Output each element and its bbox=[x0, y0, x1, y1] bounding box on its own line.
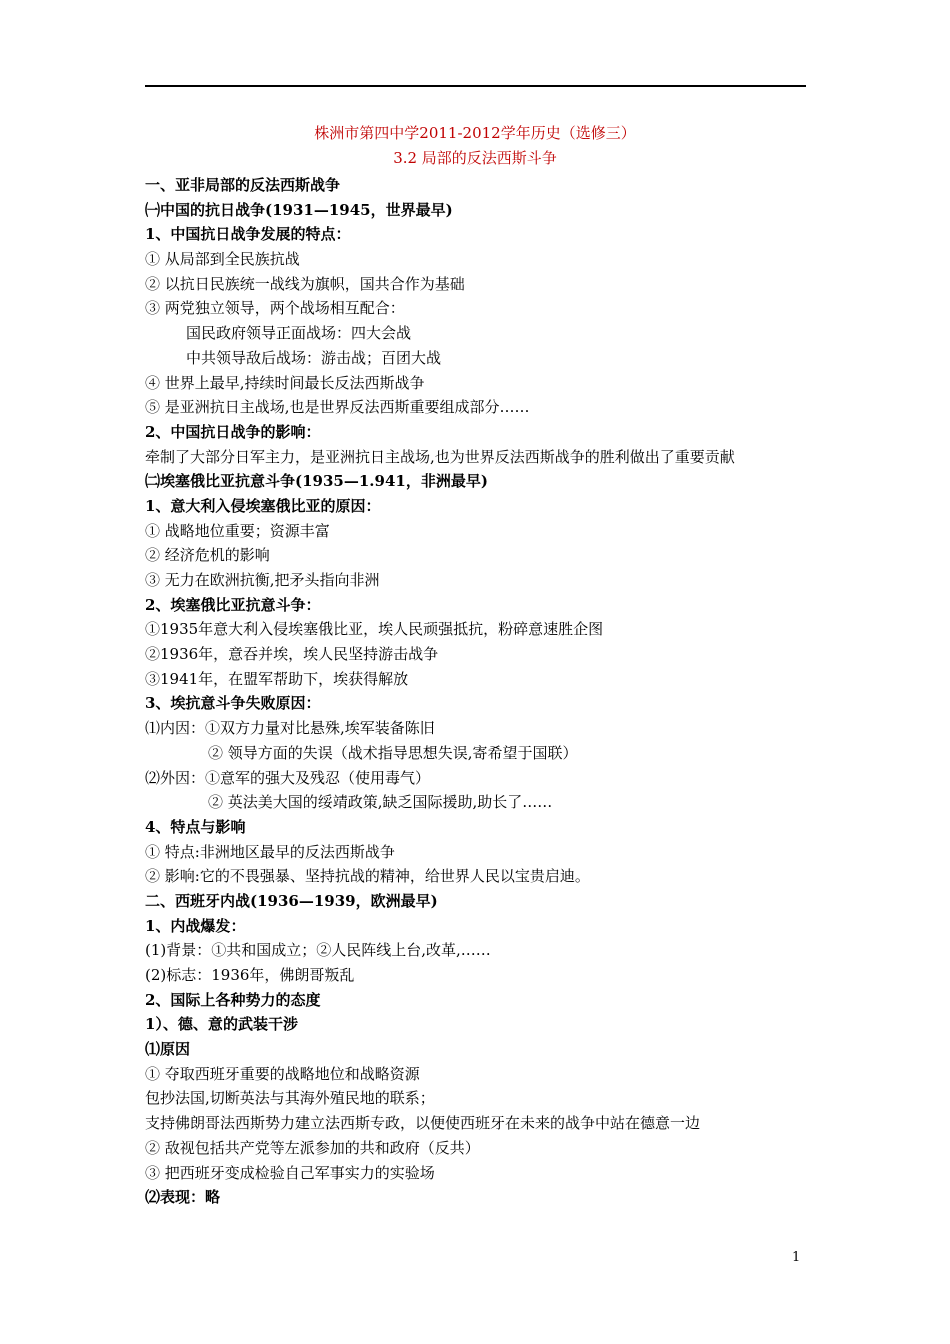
text-line: 支持佛朗哥法西斯势力建立法西斯专政，以便使西班牙在未来的战争中站在德意一边 bbox=[145, 1114, 701, 1133]
section-heading: ㈠中国的抗日战争(1931—1945，世界最早) bbox=[145, 200, 453, 219]
section-heading: 二、西班牙内战(1936—1939，欧洲最早) bbox=[145, 891, 438, 910]
text-line: ② 经济危机的影响 bbox=[145, 546, 270, 565]
text-line: ③ 两党独立领导，两个战场相互配合： bbox=[145, 299, 405, 318]
section-heading: 1、内战爆发： bbox=[145, 916, 246, 935]
text-line: ① 夺取西班牙重要的战略地位和战略资源 bbox=[145, 1064, 420, 1083]
text-line: (2)标志：1936年，佛朗哥叛乱 bbox=[145, 966, 355, 984]
section-heading: ⑴原因 bbox=[145, 1040, 191, 1059]
section-heading: 1、意大利入侵埃塞俄比亚的原因： bbox=[145, 496, 381, 515]
text-line: 中共领导敌后战场：游击战；百团大战 bbox=[186, 348, 442, 367]
text-line: ①1935年意大利入侵埃塞俄比亚，埃人民顽强抵抗，粉碎意速胜企图 bbox=[145, 620, 604, 639]
text-line: ④ 世界上最早,持续时间最长反法西斯战争 bbox=[145, 373, 425, 392]
text-line: ① 战略地位重要；资源丰富 bbox=[145, 521, 330, 540]
text-line: 国民政府领导正面战场：四大会战 bbox=[186, 324, 412, 343]
text-line: ② 影响:它的不畏强暴、坚持抗战的精神，给世界人民以宝贵启迪。 bbox=[145, 867, 590, 886]
text-line: ⑴内因：①双方力量对比悬殊,埃军装备陈旧 bbox=[145, 719, 435, 738]
document-title: 株洲市第四中学2011-2012学年历史（选修三） bbox=[314, 124, 636, 142]
section-heading: 1）、德、意的武装干涉 bbox=[145, 1015, 298, 1034]
text-line: ③ 把西班牙变成检验自己军事实力的实验场 bbox=[145, 1163, 435, 1182]
section-title: 3.2 局部的反法西斯斗争 bbox=[393, 149, 557, 167]
text-line: ② 以抗日民族统一战线为旗帜，国共合作为基础 bbox=[145, 274, 465, 293]
section-heading: ㈡埃塞俄比亚抗意斗争(1935—1.941，非洲最早) bbox=[145, 472, 488, 491]
section-heading: 2、埃塞俄比亚抗意斗争： bbox=[145, 595, 321, 614]
text-line: ② 英法美大国的绥靖政策,缺乏国际援助,助长了…… bbox=[208, 793, 553, 812]
text-line: ⑵外因：①意军的强大及残忍（使用毒气） bbox=[145, 768, 431, 787]
text-line: 牵制了大部分日军主力，是亚洲抗日主战场,也为世界反法西斯战争的胜利做出了重要贡献 bbox=[145, 447, 735, 466]
section-heading: 4、特点与影响 bbox=[145, 817, 246, 836]
section-heading: 2、中国抗日战争的影响： bbox=[145, 422, 321, 441]
text-line: ③1941年，在盟军帮助下，埃获得解放 bbox=[145, 669, 409, 688]
text-line: ① 从局部到全民族抗战 bbox=[145, 250, 300, 269]
text-line: ③ 无力在欧洲抗衡,把矛头指向非洲 bbox=[145, 571, 380, 589]
section-heading: ⑵表现：略 bbox=[145, 1188, 221, 1207]
section-heading: 1、中国抗日战争发展的特点： bbox=[145, 225, 351, 244]
text-line: ⑤ 是亚洲抗日主战场,也是世界反法西斯重要组成部分…… bbox=[145, 398, 530, 417]
text-line: ② 敌视包括共产党等左派参加的共和政府（反共） bbox=[145, 1138, 480, 1157]
text-line: (1)背景：①共和国成立；②人民阵线上台,改革,…… bbox=[145, 941, 491, 960]
page-number: 1 bbox=[792, 1250, 801, 1265]
section-heading: 2、国际上各种势力的态度 bbox=[145, 990, 321, 1009]
text-line: 包抄法国,切断英法与其海外殖民地的联系； bbox=[145, 1089, 435, 1108]
text-line: ① 特点:非洲地区最早的反法西斯战争 bbox=[145, 842, 395, 861]
document-body bbox=[145, 173, 825, 1210]
text-line: ② 领导方面的失误（战术指导思想失误,寄希望于国联） bbox=[208, 743, 578, 762]
header-rule bbox=[145, 85, 806, 87]
section-heading: 3、埃抗意斗争失败原因： bbox=[145, 694, 321, 713]
section-heading: 一、亚非局部的反法西斯战争 bbox=[145, 176, 341, 194]
text-line: ②1936年，意吞并埃，埃人民坚持游击战争 bbox=[145, 645, 439, 664]
